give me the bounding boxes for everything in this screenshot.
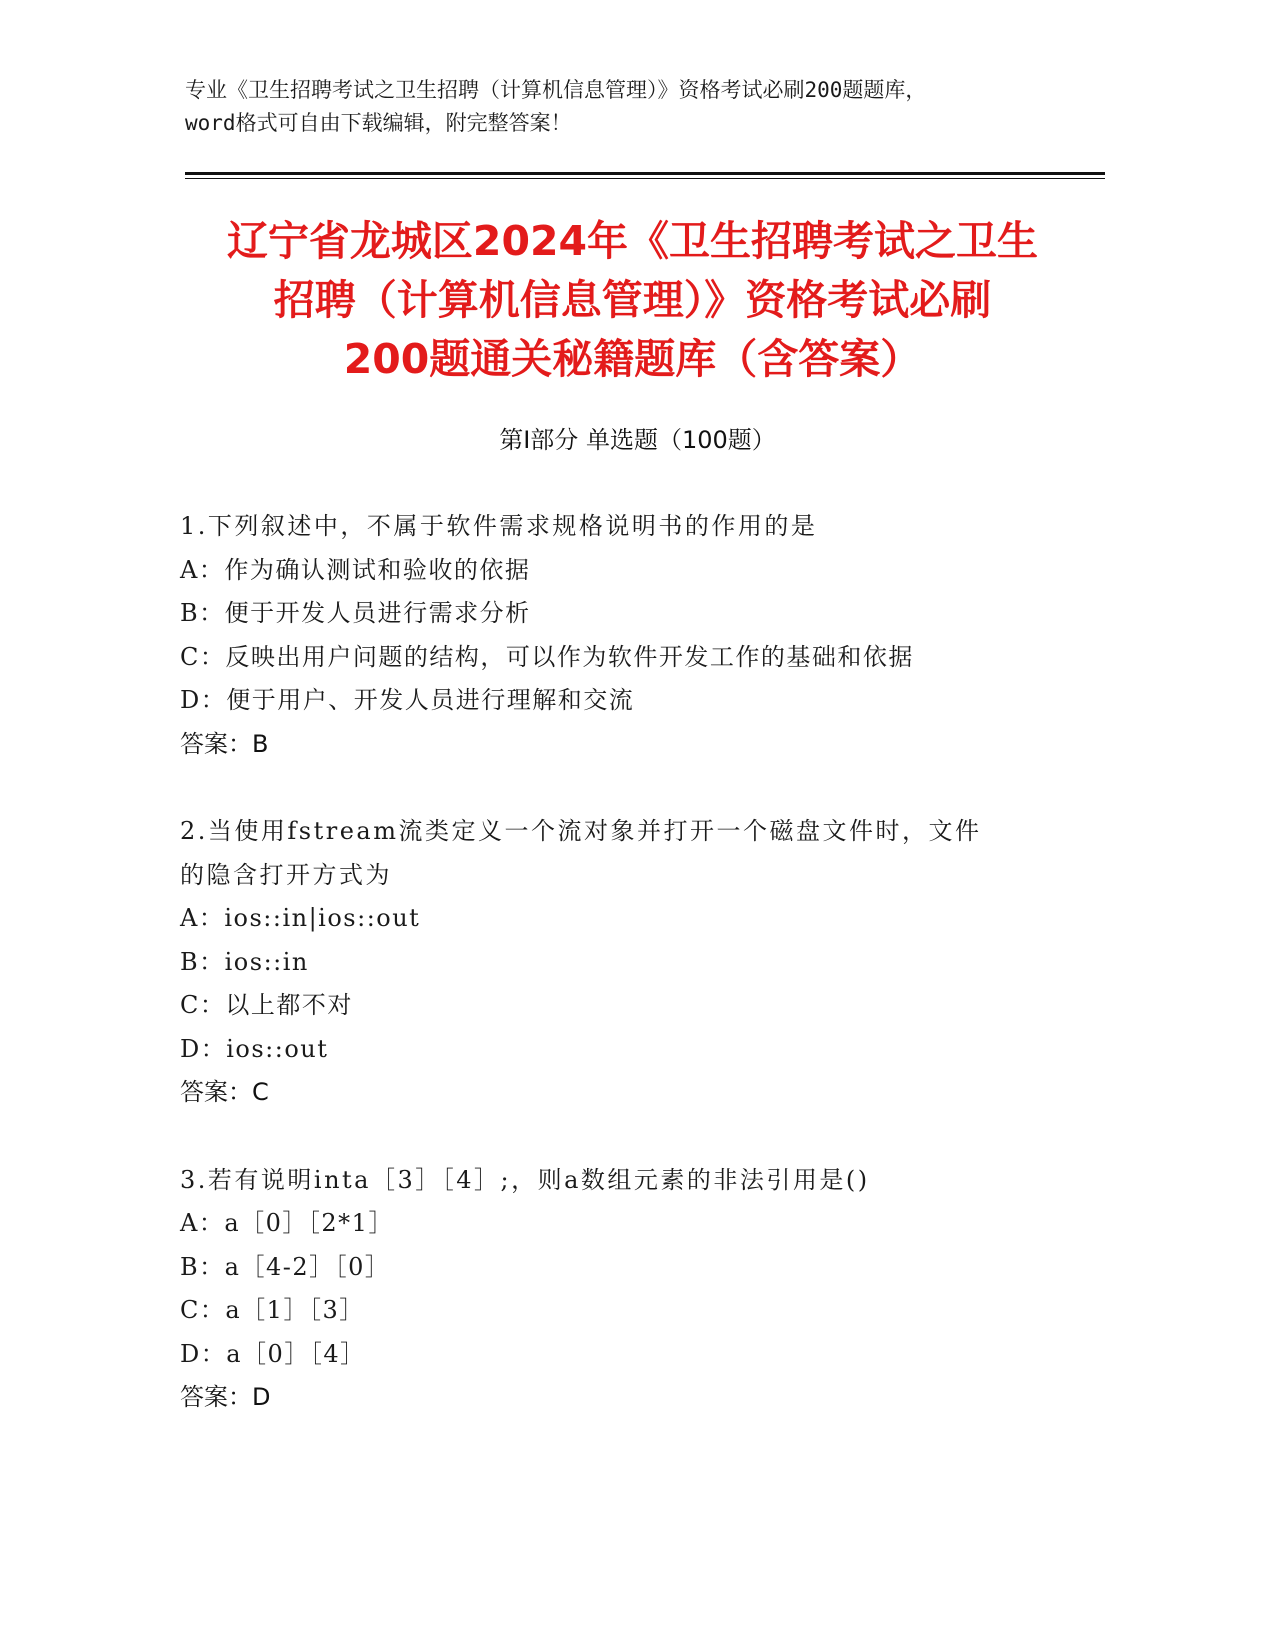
question-2 <box>180 810 1060 1115</box>
header-rule-thin <box>185 178 1105 179</box>
question-stem: 1.下列叙述中，不属于软件需求规格说明书的作用的是 <box>180 512 818 540</box>
title-line-1: 辽宁省龙城区2024年《卫生招聘考试之卫生 <box>226 217 1039 265</box>
option-b: B：ios::in <box>180 947 309 976</box>
option-b: B：便于开发人员进行需求分析 <box>180 599 531 627</box>
question-stem: 3.若有说明inta［3］［4］;，则a数组元素的非法引用是() <box>180 1165 870 1194</box>
option-a: A：ios::in|ios::out <box>180 904 421 932</box>
option-a: A：作为确认测试和验收的依据 <box>180 555 531 584</box>
header-note <box>185 74 1085 140</box>
option-d: D：便于用户、开发人员进行理解和交流 <box>180 686 635 714</box>
header-rule-thick <box>185 172 1105 175</box>
question-1 <box>180 505 1060 766</box>
section-heading: 第Ⅰ部分 单选题（100题） <box>499 426 776 454</box>
answer: 答案：B <box>180 729 269 758</box>
header-note-line-2: word格式可自由下载编辑，附完整答案！ <box>185 111 572 135</box>
title-line-3: 200题通关秘籍题库（含答案） <box>343 335 922 383</box>
option-b: B：a［4-2］［0］ <box>180 1252 391 1281</box>
option-a: A：a［0］［2*1］ <box>180 1209 394 1237</box>
question-stem-continued: 的隐含打开方式为 <box>180 860 392 889</box>
question-list <box>180 505 1060 1464</box>
document-title <box>150 212 1115 389</box>
question-stem: 2.当使用fstream流类定义一个流对象并打开一个磁盘文件时，文件 <box>180 817 982 845</box>
option-c: C：a［1］［3］ <box>180 1296 365 1324</box>
option-d: D：a［0］［4］ <box>180 1339 366 1368</box>
answer: 答案：C <box>180 1078 269 1106</box>
answer: 答案：D <box>180 1383 271 1411</box>
option-c: C：以上都不对 <box>180 991 353 1019</box>
option-d: D：ios::out <box>180 1034 329 1063</box>
option-c: C：反映出用户问题的结构，可以作为软件开发工作的基础和依据 <box>180 642 914 671</box>
title-line-2: 招聘（计算机信息管理）》资格考试必刷 <box>273 276 992 324</box>
header-note-line-1: 专业《卫生招聘考试之卫生招聘（计算机信息管理）》资格考试必刷200题题库， <box>185 78 927 102</box>
question-3 <box>180 1159 1060 1420</box>
